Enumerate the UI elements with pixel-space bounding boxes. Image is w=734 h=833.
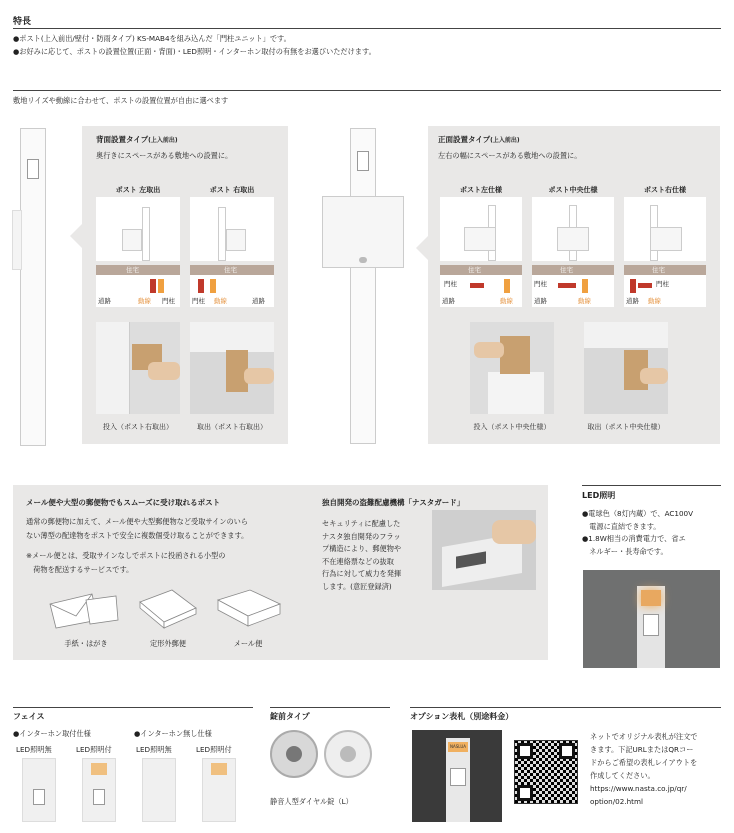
intercom-icon — [27, 159, 39, 179]
front-type-desc: 左右の幅にスペースがある敷地への設置に。 — [438, 151, 582, 160]
features-line-2: ●お好みに応じて、ポストの設置位置(正面・背面)・LED照明・インターホン取付の有無をお選びいただけます。 — [13, 47, 376, 56]
features-line-1: ●ポスト(上入前出/壁付・防雨タイプ) KS-MAB4を組み込んだ「門柱ユニット」です。 — [13, 34, 291, 43]
face-panel — [202, 758, 236, 822]
back-variant-label: ポスト 左取出 — [115, 186, 161, 194]
post-pillar-illustration — [350, 128, 376, 444]
mail-note-line: ※メール便とは、受取サインなしでポストに投函される小型の — [26, 551, 226, 560]
parcel-icon — [136, 586, 200, 630]
qr-code-icon[interactable] — [514, 740, 578, 804]
option-body: ネットでオリジナル表札が注文で きます。下記URLまたはQRコー ドからご希望の表札レイアウトを 作成してください。 https://www.nasta.co.jp/qr/ option/02.html — [590, 732, 698, 806]
front-variant-label: ポスト左仕様 — [460, 186, 502, 194]
features-title: 特長 — [13, 17, 32, 27]
divider — [13, 707, 253, 708]
guard-body: セキュリティに配慮した ナスタ独自開発のフラッ プ構造により、郵便物や 不在連絡票などの抜取 行為に対して威力を発揮 します。(意匠登録済) — [322, 519, 402, 591]
mail-body-line: ない薄型の配達物をポストで安全に複数個受け取ることができます。 — [26, 531, 249, 540]
mail-note-line: 荷物を配送するサービスです。 — [26, 565, 134, 574]
dial-lock-icon — [270, 730, 318, 778]
mail-title: メール便や大型の郵便物でもスムーズに受け取れるポスト — [26, 498, 221, 507]
photo-caption: 投入（ポスト中央仕様） — [473, 423, 551, 431]
lock-title: 錠前タイプ — [270, 712, 310, 721]
dial-lock-icon — [324, 730, 372, 778]
mail-body-line: 通常の郵便物に加えて、メール便や大型郵便物など受取サインのいら — [26, 517, 249, 526]
site-plan-diagram: 住宅 門柱 動線 道路 — [190, 265, 274, 307]
face-option-label: LED照明無 — [136, 745, 172, 754]
divider — [410, 707, 721, 708]
post-illustration — [190, 197, 274, 261]
face-option-label: LED照明無 — [16, 745, 52, 754]
divider — [13, 28, 721, 29]
panel-pointer — [416, 236, 428, 260]
mail-package-icon — [216, 586, 282, 630]
post-pillar-illustration — [20, 128, 46, 446]
panel-pointer — [70, 224, 82, 248]
divider — [13, 90, 721, 91]
intercom-icon — [357, 151, 369, 171]
photo-remove — [190, 322, 274, 414]
guard-photo — [432, 510, 536, 590]
led-photo — [583, 570, 720, 668]
face-panel — [22, 758, 56, 822]
face-panel — [82, 758, 116, 822]
site-plan-diagram: 住宅 門柱 道路 動線 — [624, 265, 706, 307]
back-variant-label: ポスト 右取出 — [209, 186, 255, 194]
photo-caption: 取出（ポスト中央仕様） — [587, 423, 665, 431]
back-type-desc: 奥行きにスペースがある敷地への設置に。 — [96, 151, 233, 160]
front-type-title: 正面設置タイプ(上入前出) — [438, 135, 520, 144]
front-variant-label: ポスト中央仕様 — [548, 186, 598, 194]
site-plan-diagram: 住宅 門柱 道路 動線 — [532, 265, 614, 307]
photo-caption: 投入（ポスト右取出） — [103, 423, 173, 431]
face-group-label: ●インターホン無し仕様 — [134, 729, 212, 738]
face-option-label: LED照明付 — [76, 745, 112, 754]
lock-caption: 静音人型ダイヤル錠（L） — [270, 797, 353, 806]
photo-remove — [584, 322, 668, 414]
letter-icon — [46, 590, 120, 630]
photo-insert — [470, 322, 554, 414]
front-variant-label: ポスト右仕様 — [644, 186, 686, 194]
divider — [582, 485, 721, 486]
face-group-label: ●インターホン取付仕様 — [13, 729, 91, 738]
layout-section-title: 敷地リイズや動線に合わせて、ポストの設置位置が自由に選べます — [13, 96, 229, 105]
site-plan-diagram: 住宅 門柱 道路 動線 — [440, 265, 522, 307]
face-title: フェイス — [13, 712, 45, 721]
post-illustration — [96, 197, 180, 261]
post-box-front — [322, 196, 404, 268]
photo-insert — [96, 322, 180, 414]
option-url[interactable]: https://www.nasta.co.jp/qr/ — [590, 784, 687, 793]
photo-caption: 取出（ポスト右取出） — [197, 423, 267, 431]
mail-item-label: メール便 — [233, 639, 263, 648]
option-title: オプション表札（別途料金） — [410, 712, 514, 721]
mail-item-label: 定形外郵便 — [150, 639, 186, 648]
post-illustration — [440, 197, 522, 261]
mail-item-label: 手紙・はがき — [64, 639, 108, 648]
option-url[interactable]: option/02.html — [590, 797, 643, 806]
face-option-label: LED照明付 — [196, 745, 232, 754]
guard-title: 独自開発の盗難配慮機構「ナスタガード」 — [322, 498, 465, 507]
site-plan-diagram: 住宅 道路 動線 門柱 — [96, 265, 180, 307]
post-illustration — [624, 197, 706, 261]
back-type-title: 背面設置タイプ(上入前出) — [96, 135, 178, 144]
nameplate-photo: NASLUA — [412, 730, 502, 822]
led-body: ●電球色（8灯内蔵）で、AC100V 電源に直結できます。 ●1.8W相当の消費電力で、省エ ネルギー・長寿命です。 — [582, 509, 694, 556]
led-title: LED照明 — [582, 491, 616, 500]
divider — [270, 707, 390, 708]
face-panel — [142, 758, 176, 822]
post-box-side — [12, 210, 22, 270]
post-illustration — [532, 197, 614, 261]
